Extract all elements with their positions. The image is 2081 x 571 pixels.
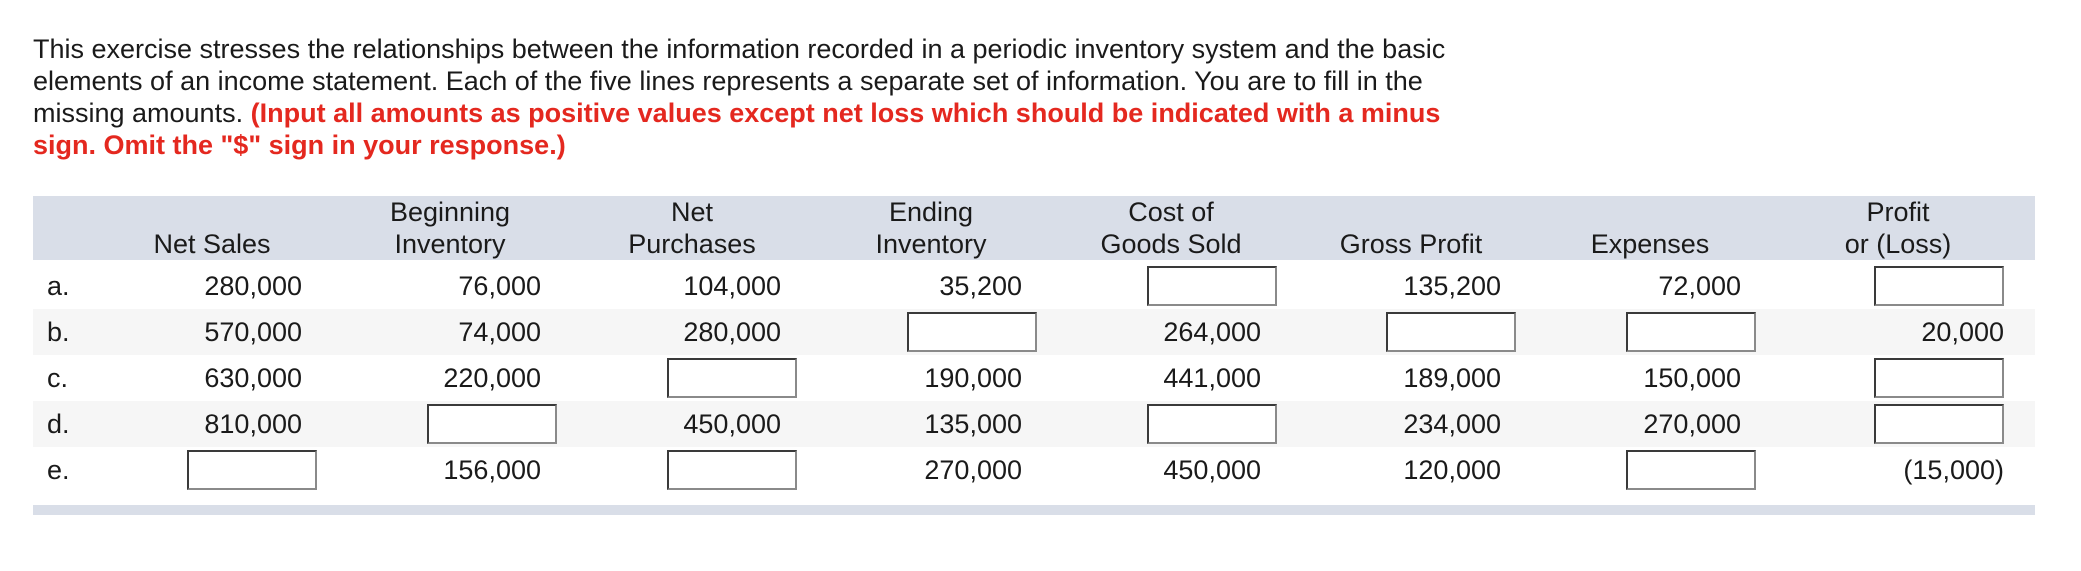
column-header-line: Inventory xyxy=(875,229,987,259)
answer-input-cost-of-goods-sold[interactable] xyxy=(1147,404,1277,444)
row-label: c. xyxy=(47,363,69,393)
answer-input-net-purchases[interactable] xyxy=(667,358,797,398)
column-header-line: Profit xyxy=(1866,197,1930,227)
column-header-ending-inventory xyxy=(811,196,1051,260)
answer-input-profit-or-loss[interactable] xyxy=(1874,404,2004,444)
column-header-line xyxy=(1407,196,1415,228)
column-header-line: Gross Profit xyxy=(1339,229,1483,259)
column-header-line xyxy=(208,196,216,228)
column-header-profit-or-loss xyxy=(1778,196,2018,260)
answer-input-expenses[interactable] xyxy=(1626,450,1756,490)
answer-input-expenses[interactable] xyxy=(1626,312,1756,352)
cell-beginning-inventory: 220,000 xyxy=(443,363,541,393)
column-header-line: Beginning xyxy=(389,197,511,227)
column-header-cost-of-goods-sold xyxy=(1051,196,1291,260)
cell-net-sales: 810,000 xyxy=(204,409,302,439)
cell-ending-inventory: 35,200 xyxy=(939,271,1022,301)
cell-expenses: 150,000 xyxy=(1643,363,1741,393)
table-bottom-bar xyxy=(33,505,2035,515)
instructions xyxy=(33,33,1473,161)
cell-cost-of-goods-sold: 450,000 xyxy=(1163,455,1261,485)
cell-gross-profit: 189,000 xyxy=(1403,363,1501,393)
cell-gross-profit: 135,200 xyxy=(1403,271,1501,301)
cell-cost-of-goods-sold: 264,000 xyxy=(1163,317,1261,347)
cell-gross-profit: 234,000 xyxy=(1403,409,1501,439)
row-label: b. xyxy=(47,317,70,347)
answer-input-ending-inventory[interactable] xyxy=(907,312,1037,352)
column-header-line: Ending xyxy=(888,197,974,227)
cell-profit-or-loss: (15,000) xyxy=(1903,455,2004,485)
column-header-line: or (Loss) xyxy=(1844,229,1952,259)
answer-input-net-sales[interactable] xyxy=(187,450,317,490)
cell-beginning-inventory: 76,000 xyxy=(458,271,541,301)
cell-net-purchases: 450,000 xyxy=(683,409,781,439)
cell-net-sales: 280,000 xyxy=(204,271,302,301)
cell-expenses: 72,000 xyxy=(1658,271,1741,301)
cell-cost-of-goods-sold: 441,000 xyxy=(1163,363,1261,393)
answer-input-gross-profit[interactable] xyxy=(1386,312,1516,352)
answer-input-net-purchases[interactable] xyxy=(667,450,797,490)
column-header-line: Net Sales xyxy=(153,229,271,259)
cell-net-purchases: 104,000 xyxy=(683,271,781,301)
column-header-line xyxy=(1646,196,1654,228)
cell-expenses: 270,000 xyxy=(1643,409,1741,439)
instructions-text: This exercise stresses the relationships between the information recorded in a periodic inventory system and the basic elements of an income statement. Each of the five lines represents a separate set of information. You are to fill in the missing amounts. xyxy=(33,34,1446,128)
column-header-line: Expenses xyxy=(1590,229,1710,259)
row-label: d. xyxy=(47,409,70,439)
cell-net-sales: 570,000 xyxy=(204,317,302,347)
row-label: a. xyxy=(47,271,70,301)
column-header-net-purchases xyxy=(572,196,812,260)
cell-ending-inventory: 270,000 xyxy=(924,455,1022,485)
column-header-net-sales xyxy=(92,196,332,260)
instructions-emphasis: (Input all amounts as positive values except net loss which should be indicated with a minus sign. Omit the "$" sign in your response.) xyxy=(33,98,1441,160)
answer-input-profit-or-loss[interactable] xyxy=(1874,266,2004,306)
row-label: e. xyxy=(47,455,70,485)
column-header-line: Goods Sold xyxy=(1100,229,1242,259)
column-header-beginning-inventory xyxy=(330,196,570,260)
cell-beginning-inventory: 74,000 xyxy=(458,317,541,347)
cell-profit-or-loss: 20,000 xyxy=(1921,317,2004,347)
cell-net-purchases: 280,000 xyxy=(683,317,781,347)
answer-input-profit-or-loss[interactable] xyxy=(1874,358,2004,398)
cell-beginning-inventory: 156,000 xyxy=(443,455,541,485)
column-header-line: Purchases xyxy=(628,229,756,259)
answer-input-cost-of-goods-sold[interactable] xyxy=(1147,266,1277,306)
column-header-line: Inventory xyxy=(394,229,506,259)
cell-gross-profit: 120,000 xyxy=(1403,455,1501,485)
column-header-expenses xyxy=(1530,196,1770,260)
column-header-gross-profit xyxy=(1291,196,1531,260)
cell-ending-inventory: 190,000 xyxy=(924,363,1022,393)
answer-input-beginning-inventory[interactable] xyxy=(427,404,557,444)
column-header-line: Cost of xyxy=(1128,197,1214,227)
column-header-line: Net xyxy=(670,197,714,227)
cell-ending-inventory: 135,000 xyxy=(924,409,1022,439)
cell-net-sales: 630,000 xyxy=(204,363,302,393)
